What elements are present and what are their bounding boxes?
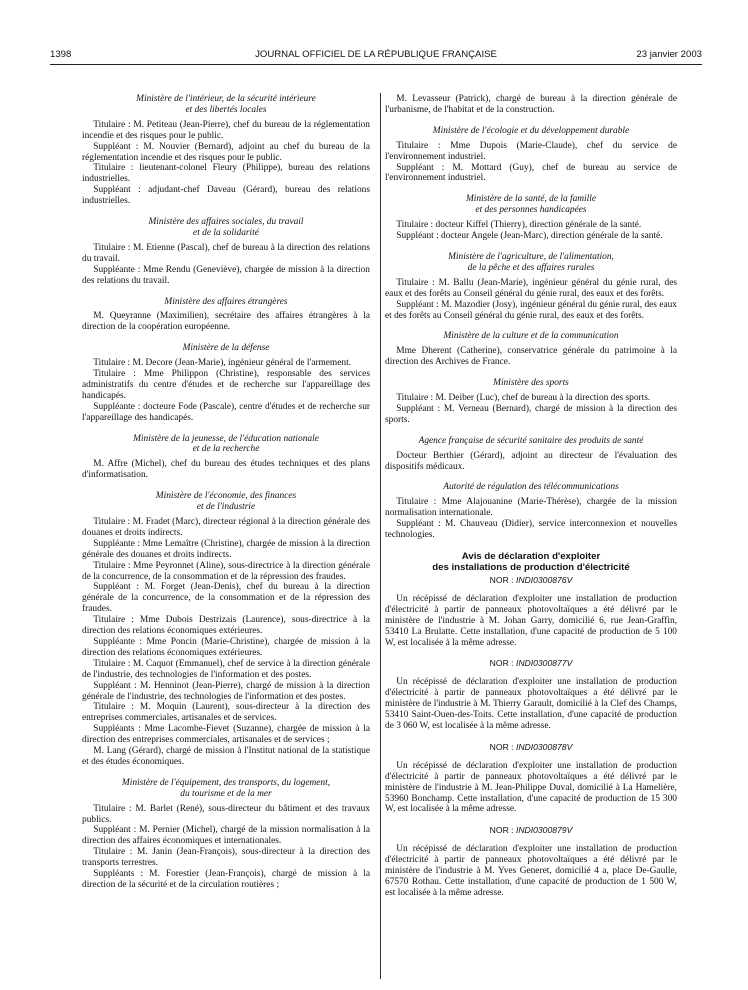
appointment-paragraph: Suppléants : Mme Lacombe-Fievet (Suzanne), chargée de mission à la direction des entreprises commerciales, artisanales et de services ; (82, 724, 370, 746)
appointment-paragraph: Titulaire : M. Petiteau (Jean-Pierre), chef du bureau de la réglementation incendie et des risques pour le public. (82, 119, 370, 141)
section-title-line: Ministère de la jeunesse, de l'éducation nationale (133, 433, 319, 444)
appointment-paragraph: Titulaire : M. Etienne (Pascal), chef de bureau à la direction des relations du travail. (82, 242, 370, 264)
appointment-paragraph: Suppléant : docteur Angele (Jean-Marc), direction générale de la santé. (396, 231, 663, 242)
appointment-paragraph: Suppléante : docteure Fode (Pascale), centre d'études et de recherche sur l'appareillage des handicapés. (82, 401, 370, 423)
nor-reference (385, 825, 677, 836)
nor-reference (385, 658, 677, 669)
notice-paragraph: Un récépissé de déclaration d'exploiter une installation de production d'électricité à partir de panneaux photovoltaïques a été délivré par le ministère de l'industrie à M. Jean-Philippe Duval, domicilié à La Hamelière, 53960 Bonchamp. Cette installation, d'une capacité de production de 15 300 W, est localisée à la même adresse. (385, 760, 677, 815)
appointment-paragraph: Titulaire : Mme Philippon (Christine), responsable des services administratifs du centre d'études et de recherche sur l'appareillage des handicapés. (82, 369, 370, 401)
ministry-section (385, 482, 677, 541)
appointment-paragraph: Suppléants : M. Forestier (Jean-François), chargé de mission à la direction de la sécurité et de la circulation routières ; (82, 869, 370, 890)
ministry-section (82, 297, 370, 334)
section-title-line: et des libertés locales (185, 104, 267, 115)
appointment-paragraph: Titulaire : Mme Dupois (Marie-Claude), chef du service de l'environnement industriel. (385, 140, 677, 162)
ministry-section (82, 491, 370, 768)
page-header (50, 49, 702, 63)
ministry-section (82, 94, 370, 207)
nor-label: NOR : (489, 825, 514, 836)
appointment-paragraph: Titulaire : M. Decore (Jean-Marie), ingénieur général de l'armement. (93, 358, 352, 369)
appointment-paragraph: Titulaire : M. Janin (Jean-François), sous-directeur à la direction des transports terrestres. (82, 847, 370, 869)
appointment-paragraph: Suppléant : M. Henninot (Jean-Pierre), chargé de mission à la direction générale de l'industrie, des technologies de l'information et des postes. (82, 680, 370, 702)
appointment-paragraph: M. Lang (Gérard), chargé de mission à l'Institut national de la statistique et des études économiques. (82, 746, 370, 767)
ministry-section (385, 252, 677, 321)
section-title (385, 331, 677, 342)
section-title (82, 491, 370, 513)
appointment-paragraph: Suppléant : M. Chauveau (Didier), service interconnexion et nouvelles technologies. (385, 519, 677, 541)
appointment-paragraph: Titulaire : Mme Peyronnet (Aline), sous-directrice à la direction générale de la concurrence, de la consommation et de la répression des fraudes. (82, 560, 370, 582)
section-title-line: du tourisme et de la mer (180, 788, 272, 799)
nor-label: NOR : (489, 575, 514, 585)
right-sections (385, 126, 677, 541)
header-rule (50, 64, 702, 65)
section-title (82, 343, 370, 354)
section-title-line: Ministère de la culture et de la communication (443, 331, 619, 342)
appointment-paragraph: Titulaire : Mme Dubois Destrizais (Laurence), sous-directrice à la direction des relations économiques extérieures. (82, 615, 370, 637)
ministry-section (385, 378, 677, 426)
nor-label: NOR : (489, 741, 514, 752)
section-title (385, 194, 677, 216)
section-title (385, 126, 677, 137)
appointment-paragraph: Titulaire : Mme Alajouanine (Marie-Thérèse), chargée de la mission normalisation internationale. (385, 497, 677, 519)
section-title-line: Ministère de l'économie, des finances (155, 491, 297, 502)
nor-label: NOR : (489, 658, 514, 669)
notice-entries (385, 575, 677, 899)
left-column (82, 94, 370, 901)
nor-code: INDI0300876V (515, 575, 573, 585)
appointment-paragraph: Titulaire : docteur Kiffel (Thierry), direction générale de la santé. (396, 220, 642, 231)
section-title-line: et de l'industrie (196, 502, 256, 513)
section-title-line: Ministère des affaires étrangères (164, 296, 288, 307)
notice-paragraph: Un récépissé de déclaration d'exploiter une installation de production d'électricité à partir de panneaux photovoltaïques a été délivré par le ministère de l'industrie à M. Johan Garry, domicilié 6, rue Jean-Graffin, 53410 La Brulatte. Cette installation, d'une capacité de production de 5 100 W, est localisée à la même adresse. (385, 593, 677, 648)
section-title-line: et de la solidarité (193, 227, 259, 238)
notice-paragraph: Un récépissé de déclaration d'exploiter une installation de production d'électricité à partir de panneaux photovoltaïques a été délivré par le ministère de l'industrie à M. Thierry Garault, domicilié à la Clef des Champs, 53410 Saint-Ouen-des-Toits. Cette installation, d'une capacité de production de 3 060 W, est localisée à la même adresse. (385, 677, 677, 731)
appointment-paragraph: Suppléant : M. Mazodier (Josy), ingénieur général du génie rural, des eaux et des forêts au Conseil général du génie rural, des eaux et des forêts. (385, 299, 677, 321)
appointment-paragraph: Titulaire : lieutenant-colonel Fleury (Philippe), bureau des relations industrielles. (82, 163, 370, 185)
nor-code: INDI0300877V (515, 658, 573, 669)
section-title (82, 94, 370, 116)
appointment-paragraph: Suppléante : Mme Lemaître (Christine), chargée de mission à la direction générale des douanes et droits indirects. (82, 538, 370, 560)
issue-date: 23 janvier 2003 (636, 49, 702, 60)
appointment-paragraph: Suppléante : Mme Rendu (Geneviève), chargée de mission à la direction des relations du travail. (82, 264, 370, 286)
appointment-paragraph: M. Queyranne (Maximilien), secrétaire des affaires étrangères à la direction de la coopération européenne. (82, 311, 370, 333)
section-title (385, 378, 677, 389)
appointment-paragraph: M. Affre (Michel), chef du bureau des études techniques et des plans d'informatisation. (82, 459, 370, 481)
appointment-paragraph: Docteur Berthier (Gérard), adjoint au directeur de l'évaluation des dispositifs médicaux. (385, 450, 677, 472)
appointment-paragraph: Titulaire : M. Caquot (Emmanuel), chef de service à la direction générale de l'industrie, des technologies de l'information et des postes. (82, 658, 370, 680)
section-title-line: Ministère de l'écologie et du développement durable (432, 125, 630, 136)
section-title (82, 434, 370, 456)
section-title-line: Ministère de la santé, de la famille (465, 194, 597, 205)
appointment-paragraph: Titulaire : M. Barlet (René), sous-directeur du bâtiment et des travaux publics. (82, 803, 370, 825)
section-title (385, 252, 677, 274)
continued-paragraph: M. Levasseur (Patrick), chargé de bureau à la direction générale de l'urbanisme, de l'habitat et de la construction. (385, 94, 677, 115)
page-number: 1398 (50, 49, 72, 60)
appointment-paragraph: Suppléant : M. Forget (Jean-Denis), chef du bureau à la direction générale de la concurrence, de la consommation et de la répression des fraudes. (82, 582, 370, 615)
section-title-line: Ministère de la défense (182, 343, 270, 354)
appointment-paragraph: Titulaire : M. Deiber (Luc), chef de bureau à la direction des sports. (396, 393, 651, 404)
section-title-line: et des personnes handicapées (475, 205, 587, 216)
ministry-section (82, 778, 370, 891)
ministry-section (82, 217, 370, 286)
appointment-paragraph: Suppléant : M. Verneau (Bernard), chargé de mission à la direction des sports. (385, 403, 677, 425)
ministry-section (82, 434, 370, 482)
ministry-section (385, 436, 677, 473)
ministry-section (385, 194, 677, 242)
appointment-paragraph: Suppléant : M. Pernier (Michel), chargé de la mission normalisation à la direction des affaires économiques et internationales. (82, 825, 370, 847)
section-title-line: Ministère des affaires sociales, du travail (148, 217, 304, 228)
section-title-line: Ministère des sports (493, 378, 569, 389)
section-title-line: Ministère de l'équipement, des transports, du logement, (121, 777, 331, 788)
notice-block (385, 551, 677, 899)
nor-reference (385, 575, 677, 586)
appointment-paragraph: Titulaire : M. Moquin (Laurent), sous-directeur à la direction des entreprises commerciales, artisanales et de services. (82, 702, 370, 724)
notice-title-line2: des installations de production d'électricité (432, 562, 630, 573)
section-title-line: de la pêche et des affaires rurales (467, 262, 595, 273)
section-title-line: et de la recherche (192, 444, 260, 455)
section-title-line: Ministère de l'intérieur, de la sécurité intérieure (136, 94, 316, 104)
journal-title: JOURNAL OFFICIEL DE LA RÉPUBLIQUE FRANÇAISE (255, 49, 497, 60)
ministry-section (385, 126, 677, 185)
section-title (82, 778, 370, 800)
section-title (82, 217, 370, 239)
appointment-paragraph: Suppléant : M. Nouvier (Bernard), adjoint au chef du bureau de la réglementation incendie et des risques pour le public. (82, 141, 370, 163)
notice-paragraph: Un récépissé de déclaration d'exploiter une installation de production d'électricité à partir de panneaux photovoltaïques a été délivré par le ministère de l'industrie à M. Yves Generet, domicilié 4 a, place De-Gaulle, 67570 Rothau. Cette installation, d'une capacité de production de 1 500 W, est localisée à la même adresse. (385, 844, 677, 898)
appointment-paragraph: Suppléant : M. Mottard (Guy), chef de bureau au service de l'environnement industriel. (385, 162, 677, 184)
nor-code: INDI0300878V (515, 741, 573, 752)
section-title (385, 482, 677, 493)
section-title-line: Autorité de régulation des télécommunications (443, 482, 619, 493)
nor-reference (385, 742, 677, 753)
appointment-paragraph: Titulaire : M. Fradet (Marc), directeur régional à la direction générale des douanes et droits indirects. (82, 517, 370, 538)
section-title (82, 297, 370, 308)
section-title (385, 436, 677, 447)
appointment-paragraph: Suppléante : Mme Poncin (Marie-Christine), chargée de mission à la direction des relations économiques extérieures. (82, 636, 370, 658)
appointment-paragraph: Mme Dherent (Catherine), conservatrice générale du patrimoine à la direction des Archives de France. (385, 346, 677, 368)
nor-code: INDI0300879V (515, 825, 573, 836)
section-title-line: Ministère de l'agriculture, de l'alimentation, (448, 251, 614, 262)
column-divider (380, 93, 381, 979)
right-column (385, 94, 677, 909)
notice-title-line1: Avis de déclaration d'exploiter (461, 551, 601, 562)
section-title-line: Agence française de sécurité sanitaire des produits de santé (418, 435, 644, 446)
appointment-paragraph: Suppléant : adjudant-chef Daveau (Gérard), bureau des relations industrielles. (82, 185, 370, 207)
ministry-section (385, 331, 677, 368)
appointment-paragraph: Titulaire : M. Ballu (Jean-Marie), ingénieur général du génie rural, des eaux et des forêts au Conseil général du génie rural, des eaux et des forêts. (385, 277, 677, 299)
ministry-section (82, 343, 370, 423)
